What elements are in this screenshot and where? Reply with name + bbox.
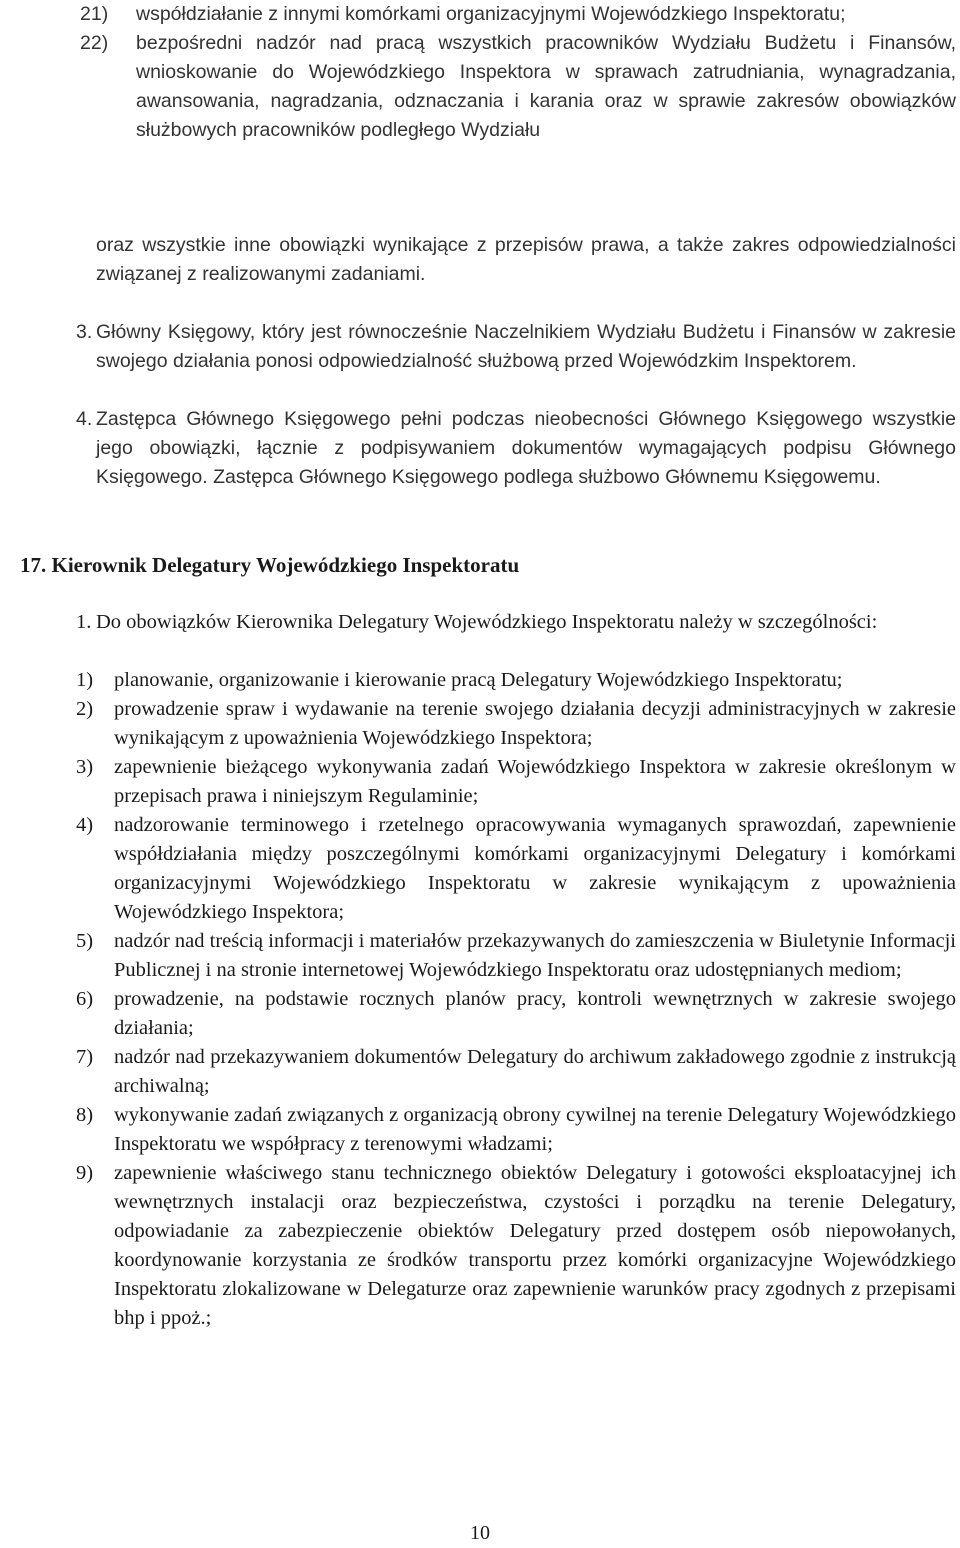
paragraph-3 — [96, 318, 956, 376]
list-item-number: 5) — [76, 930, 94, 952]
list-item-text: nadzór nad treścią informacji i materiałów przekazywanych do zamieszczenia w Biuletynie Informacji Publicznej i na stronie internetowej Wojewódzkiego Inspektoratu oraz udostępnianych mediom; — [114, 930, 956, 981]
list-item — [76, 1043, 956, 1101]
paragraph-number: 3. — [76, 321, 93, 343]
list-item-number: 3) — [76, 756, 94, 778]
list-item-text: wykonywanie zadań związanych z organizacją obrony cywilnej na terenie Delegatury Wojewódzkiego Inspektoratu we współpracy z terenowymi władzami; — [114, 1104, 956, 1155]
list-item — [76, 666, 956, 695]
list-item-text: współdziałanie z innymi komórkami organizacyjnymi Wojewódzkiego Inspektoratu; — [136, 3, 846, 25]
list-item-number: 8) — [76, 1104, 94, 1126]
list-item-number: 6) — [76, 988, 94, 1010]
list-item-text: prowadzenie spraw i wydawanie na terenie swojego działania decyzji administracyjnych w zakresie wynikającym z upoważnienia Wojewódzkiego Inspektora; — [114, 698, 956, 749]
list-item-text: planowanie, organizowanie i kierowanie pracą Delegatury Wojewódzkiego Inspektoratu; — [114, 669, 843, 691]
list-item — [76, 985, 956, 1043]
list-item-text: bezpośredni nadzór nad pracą wszystkich pracowników Wydziału Budżetu i Finansów, wnioskowanie do Wojewódzkiego Inspektora w sprawach zatrudniania, wynagradzania, awansowania, nagradzania, odznaczania i karania oraz w sprawie zakresów obowiązków służbowych pracowników podległego Wydziału — [136, 32, 956, 141]
list-item-number: 4) — [76, 814, 94, 836]
list-item-text: prowadzenie, na podstawie rocznych planów pracy, kontroli wewnętrznych w zakresie swojego działania; — [114, 988, 956, 1039]
page-number: 10 — [470, 1522, 490, 1544]
section-heading: 17. Kierownik Delegatury Wojewódzkiego Inspektoratu — [20, 553, 520, 577]
paragraph-text: Do obowiązków Kierownika Delegatury Wojewódzkiego Inspektoratu należy w szczególności: — [96, 611, 878, 633]
list-item-text: zapewnienie bieżącego wykonywania zadań Wojewódzkiego Inspektora w zakresie określonym w przepisach prawa i niniejszym Regulaminie; — [114, 756, 956, 807]
list-item-number: 1) — [76, 669, 94, 691]
list-item — [76, 695, 956, 753]
closing-sentence: oraz wszystkie inne obowiązki wynikające z przepisów prawa, a także zakres odpowiedzialności związanej z realizowanymi zadaniami. — [96, 234, 956, 285]
list-item — [76, 927, 956, 985]
list-item — [76, 753, 956, 811]
paragraph-number: 4. — [76, 408, 93, 430]
list-item-number: 21) — [80, 3, 109, 25]
list-item-text: nadzorowanie terminowego i rzetelnego opracowywania wymaganych sprawozdań, zapewnienie współdziałania między poszczególnymi komórkami organizacyjnymi Delegatury i komórkami organizacyjnymi Wojewódzkiego Inspektoratu w zakresie wynikającym z upoważnienia Wojewódzkiego Inspektora; — [114, 814, 956, 923]
list-item — [76, 811, 956, 927]
paragraph-1 — [96, 608, 956, 637]
list-item — [76, 1159, 956, 1333]
paragraph-number: 1. — [76, 611, 92, 633]
list-item-number: 9) — [76, 1162, 94, 1184]
list-item — [76, 1101, 956, 1159]
top-list — [80, 0, 956, 145]
list-item-number: 7) — [76, 1046, 94, 1068]
paragraph-text: Zastępca Głównego Księgowego pełni podczas nieobecności Głównego Księgowego wszystkie jego obowiązki, łącznie z podpisywaniem dokumentów wymagających podpisu Głównego Księgowego. Zastępca Głównego Księgowego podlega służbowo Głównemu Księgowemu. — [96, 408, 956, 488]
list-item-text: zapewnienie właściwego stanu technicznego obiektów Delegatury i gotowości eksploatacyjnej ich wewnętrznych instalacji oraz bezpieczeństwa, czystości i porządku na terenie Delegatury, odpowiadanie za zabezpieczenie obiektów Delegatury przed dostępem osób niepowołanych, koordynowanie korzystania ze środków transportu przez komórki organizacyjne Wojewódzkiego Inspektoratu zlokalizowane w Delegaturze oraz zapewnienie warunków pracy zgodnych z przepisami bhp i ppoż.; — [114, 1162, 956, 1329]
paragraph-text: Główny Księgowy, który jest równocześnie Naczelnikiem Wydziału Budżetu i Finansów w zakresie swojego działania ponosi odpowiedzialność służbową przed Wojewódzkim Inspektorem. — [96, 321, 956, 372]
list-item-number: 22) — [80, 32, 109, 54]
paragraph-4 — [96, 405, 956, 492]
list-item-text: nadzór nad przekazywaniem dokumentów Delegatury do archiwum zakładowego zgodnie z instrukcją archiwalną; — [114, 1046, 956, 1097]
duties-list — [76, 666, 956, 1333]
list-item — [80, 29, 956, 145]
list-item-number: 2) — [76, 698, 94, 720]
list-item — [80, 0, 956, 29]
